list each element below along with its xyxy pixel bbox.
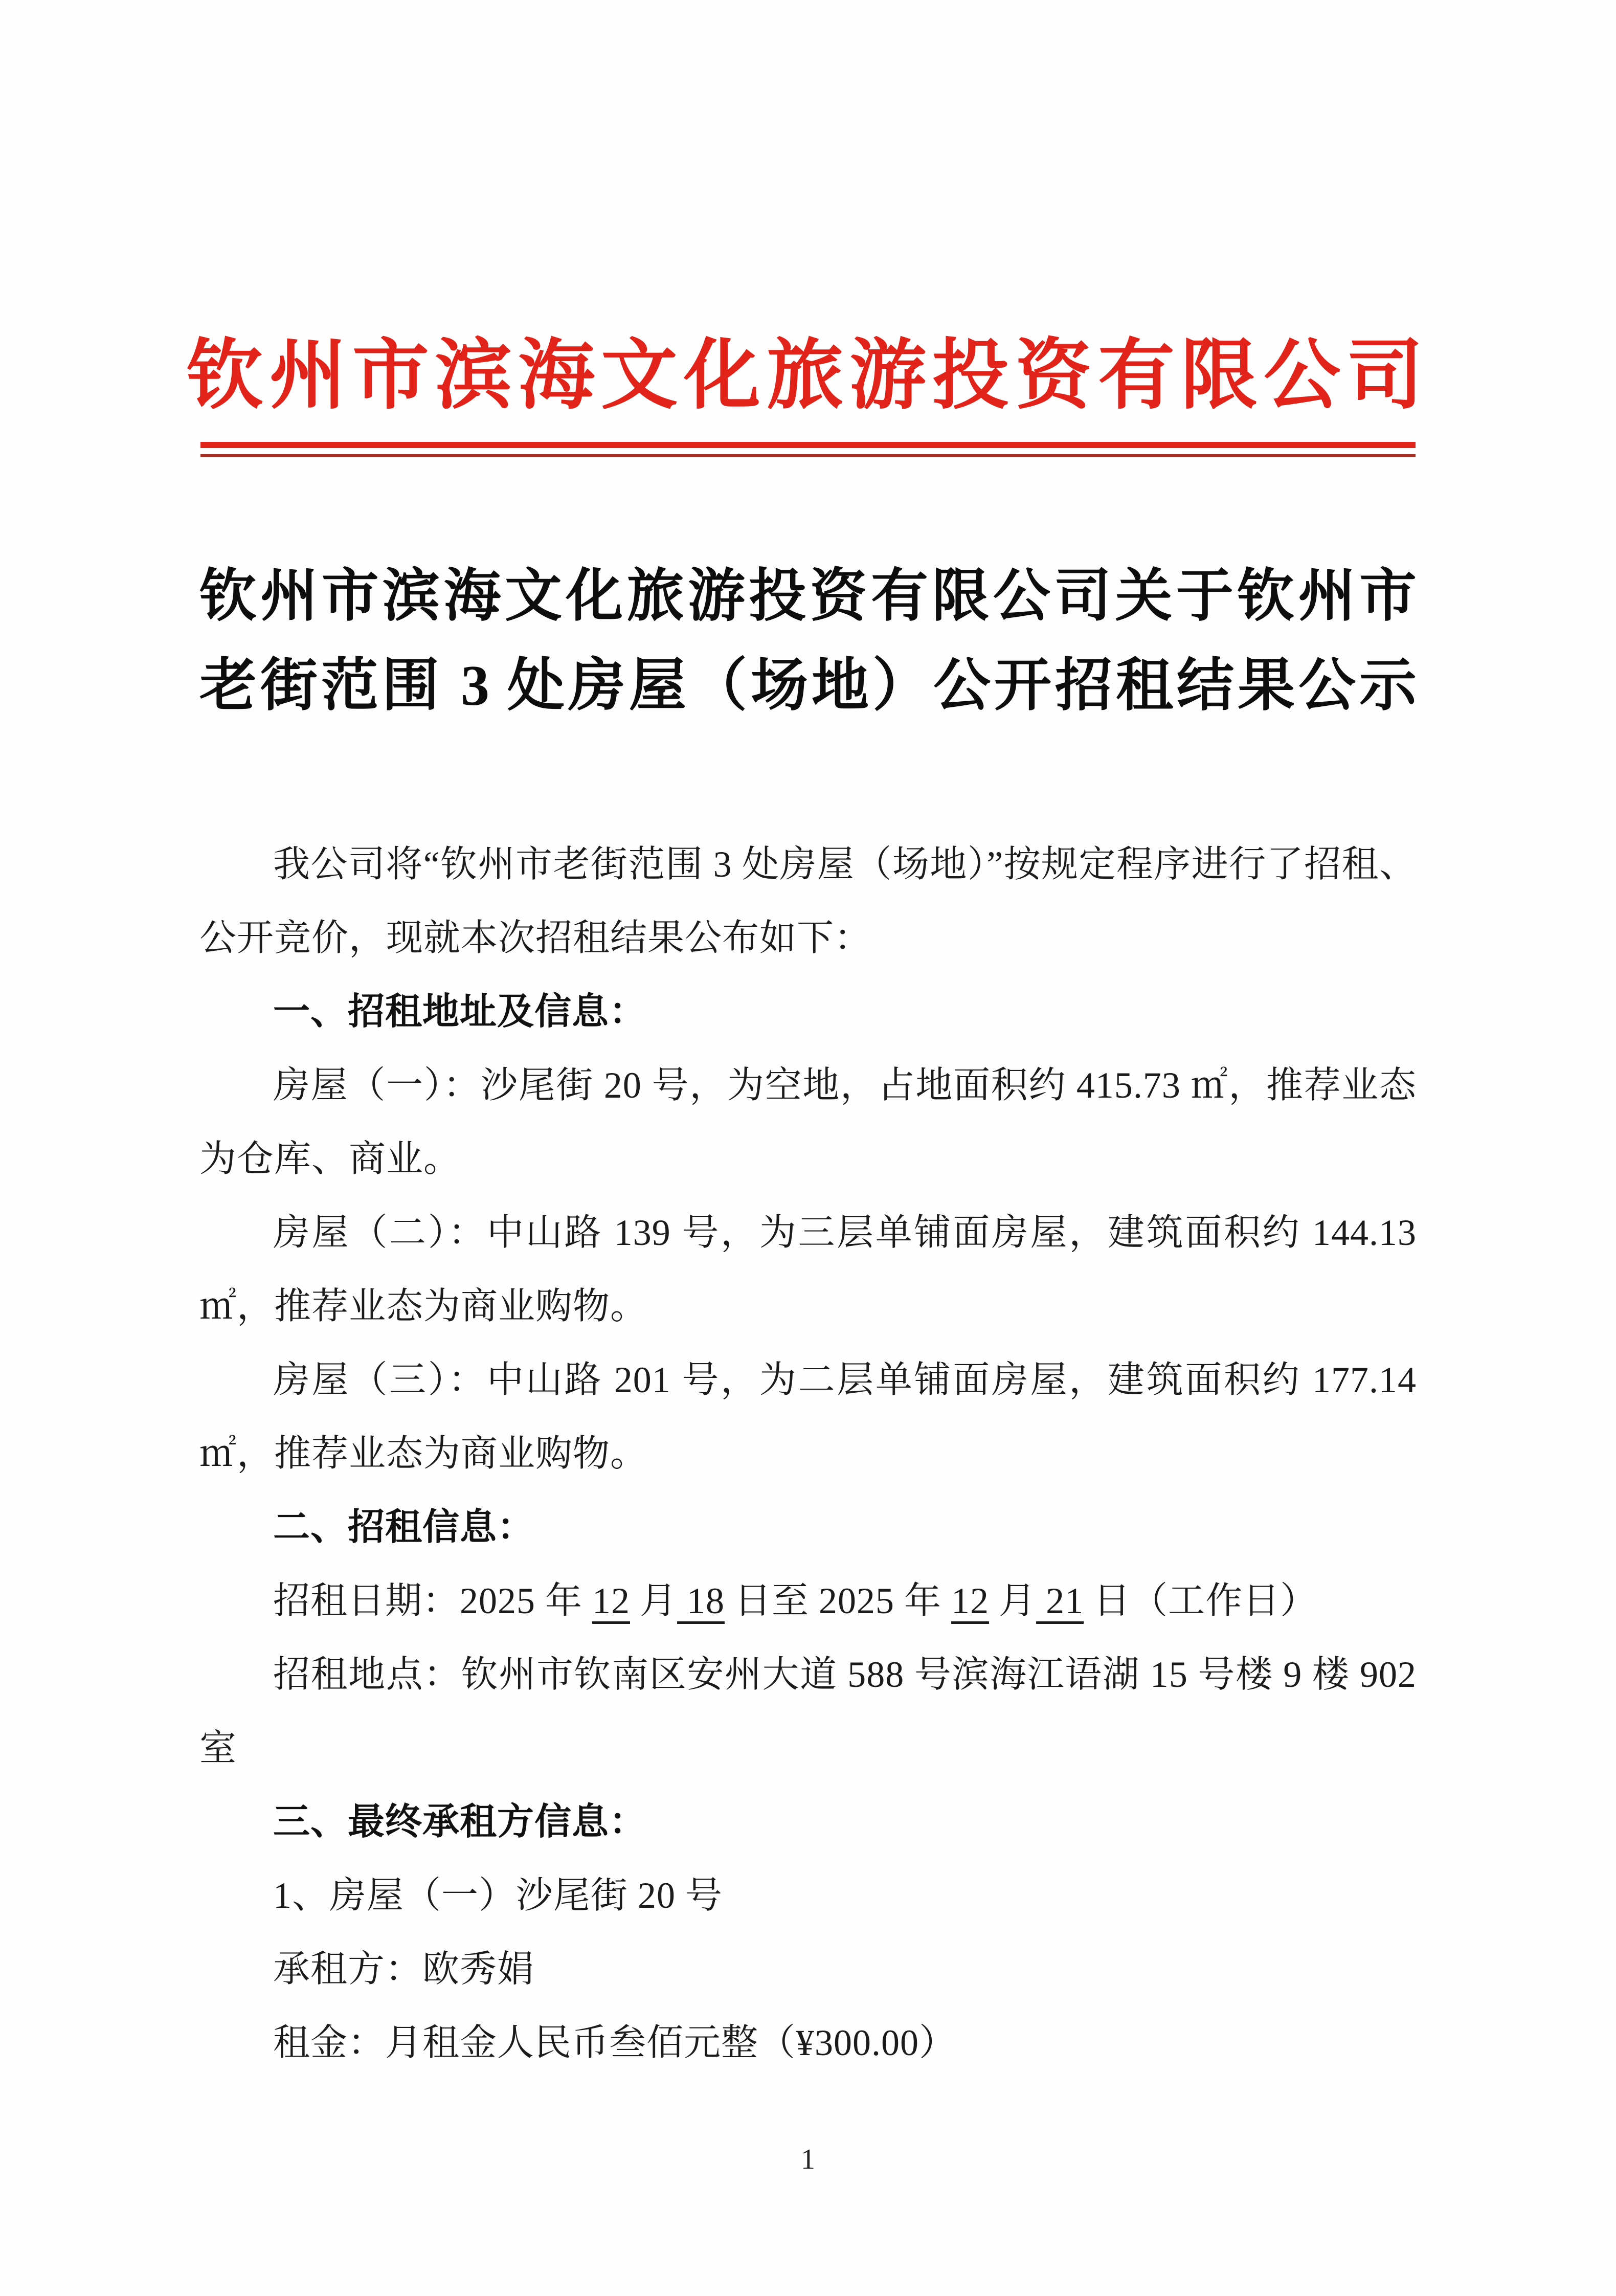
letterhead-rule-thick bbox=[200, 442, 1416, 448]
section-1-heading: 一、招租地址及信息： bbox=[273, 991, 647, 1033]
letterhead bbox=[0, 322, 1616, 457]
property-1-paragraph: 房屋（一）：沙尾街 20 号，为空地，占地面积约 415.73 ㎡，推荐业态为仓库、商业。 bbox=[199, 1065, 1417, 1180]
date-segment: 月 bbox=[989, 1580, 1037, 1622]
date-segment: 日（工作日） bbox=[1084, 1580, 1318, 1622]
rental-location-paragraph: 招租地点：钦州市钦南区安州大道 588 号滨海江语湖 15 号楼 9 楼 902 室 bbox=[199, 1654, 1417, 1769]
date-segment-underlined-month-end: 12 bbox=[951, 1580, 990, 1622]
date-segment-underlined-month-start: 12 bbox=[592, 1580, 631, 1622]
date-segment-underlined-day-end: 21 bbox=[1036, 1580, 1084, 1622]
document-title-line-1: 钦州市滨海文化旅游投资有限公司关于钦州市 bbox=[199, 565, 1417, 628]
document-title bbox=[199, 552, 1417, 730]
property-3-paragraph: 房屋（三）：中山路 201 号，为二层单铺面房屋，建筑面积约 177.14 ㎡，推荐业态为商业购物。 bbox=[199, 1359, 1417, 1475]
document-title-line-2: 老街范围 3 处房屋（场地）公开招租结果公示 bbox=[199, 654, 1417, 718]
property-2-paragraph: 房屋（二）：中山路 139 号，为三层单铺面房屋，建筑面积约 144.13 ㎡，推荐业态为商业购物。 bbox=[199, 1212, 1417, 1327]
page-number: 1 bbox=[801, 2144, 815, 2175]
intro-paragraph: 我公司将“钦州市老街范围 3 处房屋（场地）”按规定程序进行了招租、公开竞价，现就本次招租结果公布如下： bbox=[199, 844, 1417, 959]
rent-amount-paragraph: 租金：月租金人民币叁佰元整（¥300.00） bbox=[273, 2022, 957, 2064]
lessee-property-paragraph: 1、房屋（一）沙尾街 20 号 bbox=[273, 1875, 723, 1916]
date-segment: 招租日期：2025 年 bbox=[273, 1580, 593, 1622]
section-3-heading: 三、最终承租方信息： bbox=[273, 1801, 647, 1843]
document-body bbox=[199, 828, 1417, 2080]
rental-date-paragraph bbox=[199, 1564, 1417, 1638]
date-segment-underlined-day-start: 18 bbox=[677, 1580, 725, 1622]
lessee-name-paragraph: 承租方：欧秀娟 bbox=[273, 1949, 535, 1990]
section-2-heading: 二、招租信息： bbox=[273, 1507, 535, 1548]
letterhead-rule-thin bbox=[200, 454, 1416, 457]
date-segment: 月 bbox=[630, 1580, 678, 1622]
letterhead-company-name: 钦州市滨海文化旅游投资有限公司 bbox=[186, 333, 1429, 418]
date-segment: 日至 2025 年 bbox=[725, 1580, 952, 1622]
